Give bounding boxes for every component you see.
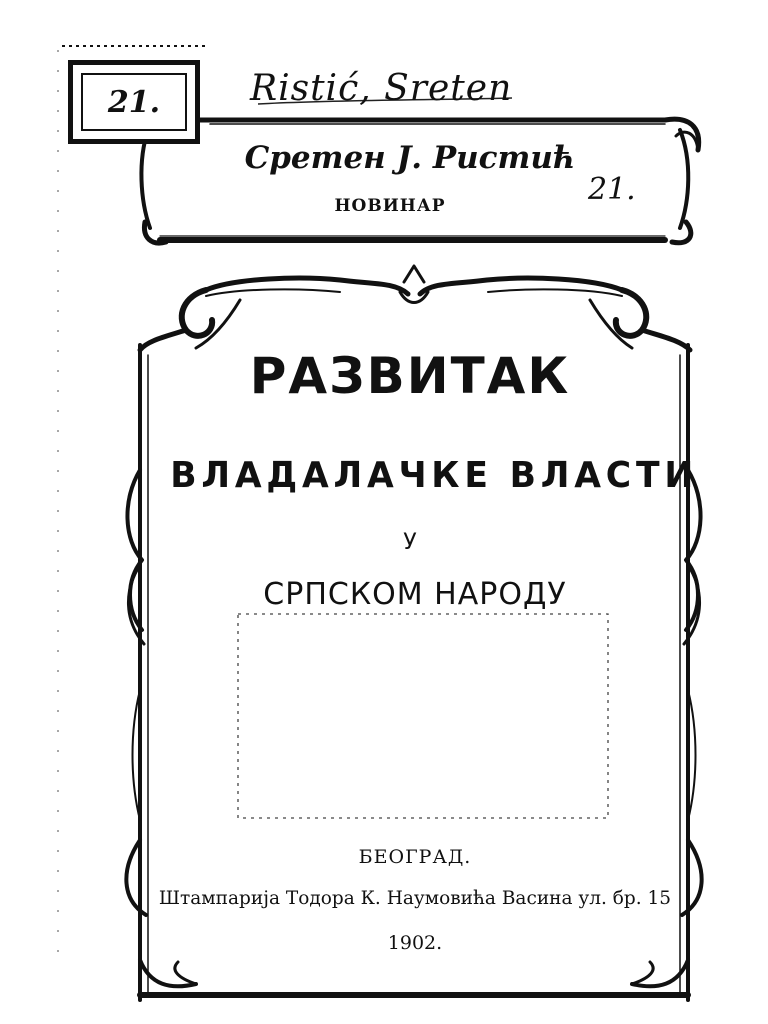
imprint-printer: Штампарија Тодора К. Наумовића Васина ул. бр. 15 (158, 888, 672, 909)
stamp-number: 21. (107, 84, 161, 120)
title-line-2: ВЛАДАЛАЧКЕ ВЛАСТИ (170, 455, 699, 496)
author-name: Сретен Ј. Ристић (244, 140, 576, 176)
handwritten-author-note: Ristić, Sreten (250, 68, 513, 109)
imprint-year: 1902. (387, 932, 443, 954)
title-conjunction: У (403, 530, 417, 555)
faded-label-outline (238, 614, 608, 818)
handwritten-number: 21. (588, 172, 636, 207)
inventory-stamp (68, 60, 200, 144)
imprint-city: БЕОГРАД. (358, 846, 472, 868)
title-line-3: СРПСКОМ НАРОДУ (263, 577, 567, 612)
author-profession: НОВИНАР (334, 196, 446, 216)
title-main: РАЗВИТАК (249, 347, 571, 405)
